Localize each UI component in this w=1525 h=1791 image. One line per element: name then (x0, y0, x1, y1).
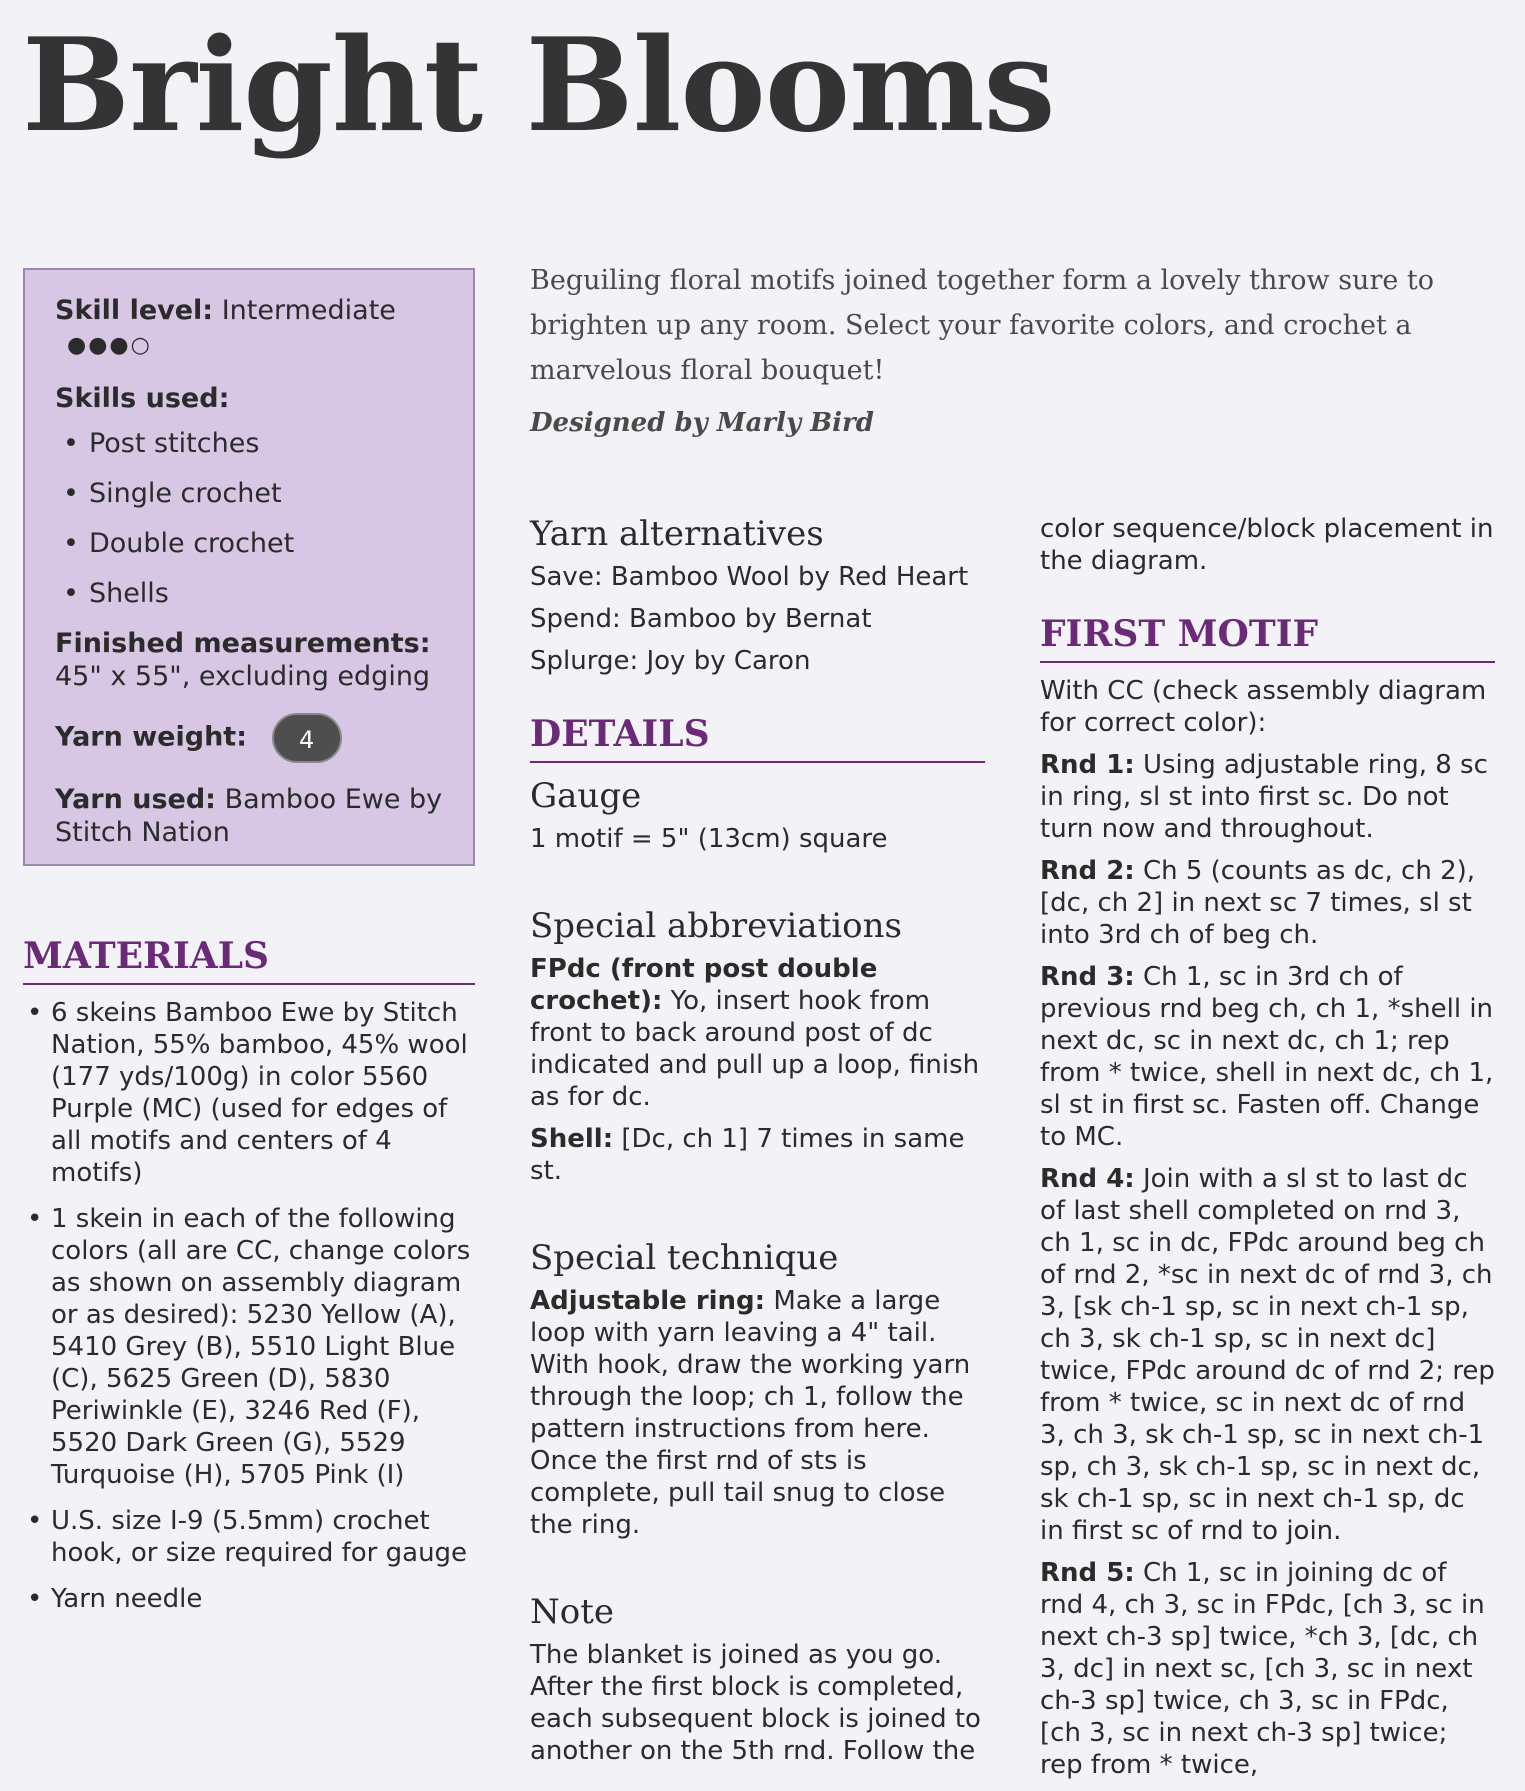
round-text: Using adjustable ring, 8 sc in ring, sl st into first sc. Do not turn now and throughout. (1040, 750, 1488, 844)
finished-measurements (55, 627, 447, 693)
yarn-used-label: Yarn used: (55, 784, 216, 815)
skill-level-dots: ●●●○ (67, 333, 152, 358)
yarn-alt-splurge: Splurge: Joy by Caron (530, 646, 811, 676)
intro-text: Beguiling floral motifs joined together form a lovely throw sure to brighten up any room. Select your favorite colors, and crochet a marvelous floral bouquet! (530, 265, 1435, 386)
round-text: Ch 5 (counts as dc, ch 2), [dc, ch 2] in next sc 7 times, sl st into 3rd ch of beg ch. (1040, 856, 1476, 950)
first-motif-heading: FIRST MOTIF (1040, 613, 1495, 663)
materials-item: • Yarn needle (23, 1583, 475, 1615)
fpdc-label: FPdc (front post double crochet): (530, 954, 878, 1016)
skill-level-row (55, 294, 447, 362)
yarn-alt-save: Save: Bamboo Wool by Red Heart (530, 562, 969, 592)
gauge-heading: Gauge (530, 776, 642, 816)
skill-level-value: Intermediate (221, 295, 396, 326)
skill-level-label: Skill level: (55, 295, 214, 326)
skills-used-label: Skills used: (55, 383, 230, 414)
skill-item: • Shells (55, 577, 447, 610)
finished-value: 45" x 55", excluding edging (55, 661, 431, 692)
shell-label: Shell: (530, 1124, 614, 1154)
first-motif-column (1040, 513, 1495, 1791)
fpdc-text: Yo, insert hook from front to back around post of dc indicated and pull up a loop, finish as for dc. (530, 986, 980, 1112)
round-text: Ch 1, sc in 3rd ch of previous rnd beg ch, ch 1, *shell in next dc, sc in next dc, ch 1; rep from * twice, shell in next dc, ch 1, sl st in first sc. Fasten off. Change to MC. (1040, 962, 1494, 1152)
yarn-alt-spend: Spend: Bamboo by Bernat (530, 604, 872, 634)
skill-item: • Post stitches (55, 427, 447, 460)
materials-item: • 6 skeins Bamboo Ewe by Stitch Nation, 55% bamboo, 45% wool (177 yds/100g) in color 5560 Purple (MC) (used for edges of all motifs and centers of 4 motifs) (23, 997, 475, 1189)
materials-item: • 1 skein in each of the following colors (all are CC, change colors as shown on assembly diagram or as desired): 5230 Yellow (A), 5410 Grey (B), 5510 Light Blue (C), 5625 Green (D), 5830 Periwinkle (E), 3246 Red (F), 5520 Dark Green (G), 5529 Turquoise (H), 5705 Pink (I) (23, 1203, 475, 1491)
round-label: Rnd 3: (1040, 962, 1135, 992)
materials-section (23, 935, 475, 1629)
yarn-weight-label: Yarn weight: (55, 721, 247, 753)
shell-abbreviation (530, 1123, 985, 1187)
round-label: Rnd 5: (1040, 1558, 1135, 1588)
skills-used-row (55, 382, 447, 415)
yarn-used-row (55, 783, 447, 849)
round-instruction (1040, 1163, 1495, 1547)
materials-item: • U.S. size I-9 (5.5mm) crochet hook, or size required for gauge (23, 1505, 475, 1569)
materials-heading: MATERIALS (23, 935, 475, 985)
round-label: Rnd 1: (1040, 750, 1135, 780)
adjustable-ring (530, 1285, 985, 1541)
intro-section (530, 258, 1470, 439)
shell-text: [Dc, ch 1] 7 times in same st. (530, 1124, 965, 1186)
note-heading: Note (530, 1592, 615, 1632)
round-text: Join with a sl st to last dc of last shell completed on rnd 3, ch 1, sc in dc, FPdc around beg ch of rnd 2, *sc in next dc of rnd 3, ch 3, [sk ch-1 sp, sc in next ch-1 sp, ch 3, sk ch-1 sp, sc in next dc] twice, FPdc around dc of rnd 2; rep from * twice, sc in next dc of rnd 3, ch 3, sk ch-1 sp, sc in next ch-1 sp, ch 3, sk ch-1 sp, sc in next dc, sk ch-1 sp, sc in next ch-1 sp, dc in first sc of rnd to join. (1040, 1164, 1495, 1546)
skill-item: • Double crochet (55, 527, 447, 560)
note-text: The blanket is joined as you go. After the first block is completed, each subsequent block is joined to another on the 5th rnd. Follow the (530, 1640, 981, 1766)
round-instruction (1040, 855, 1495, 951)
designer-credit: Designed by Marly Bird (530, 408, 874, 438)
ring-label: Adjustable ring: (530, 1286, 766, 1316)
details-column (530, 513, 985, 1777)
round-label: Rnd 2: (1040, 856, 1135, 886)
details-heading: DETAILS (530, 713, 985, 763)
round-instruction (1040, 1557, 1495, 1781)
page-title: Bright Blooms (22, 11, 1055, 161)
round-instruction (1040, 749, 1495, 845)
yarn-alternatives-heading: Yarn alternatives (530, 514, 824, 554)
round-instruction (1040, 961, 1495, 1153)
yarn-weight-icon: 4 (272, 713, 342, 763)
gauge-text: 1 motif = 5" (13cm) square (530, 824, 888, 854)
yarn-used-value: Bamboo Ewe by Stitch Nation (55, 784, 443, 848)
technique-heading: Special technique (530, 1238, 839, 1278)
continuation-text: color sequence/block placement in the diagram. (1040, 514, 1494, 576)
finished-label: Finished measurements: (55, 628, 431, 659)
yarn-weight-row (55, 713, 447, 763)
round-text: Ch 1, sc in joining dc of rnd 4, ch 3, sc in FPdc, [ch 3, sc in next ch-3 sp] twice, *ch 3, [dc, ch 3, dc] in next sc, [ch 3, sc in next ch-3 sp] twice, ch 3, sc in FPdc, [ch 3, sc in next ch-3 sp] twice; rep from * twice, (1040, 1558, 1485, 1780)
abbreviations-heading: Special abbreviations (530, 906, 902, 946)
round-label: Rnd 4: (1040, 1164, 1135, 1194)
ring-text: Make a large loop with yarn leaving a 4" tail. With hook, draw the working yarn through the loop; ch 1, follow the pattern instructions from here. Once the first rnd of sts is complete, pull tail snug to close the ring. (530, 1286, 971, 1540)
skill-item: • Single crochet (55, 477, 447, 510)
with-cc-text: With CC (check assembly diagram for correct color): (1040, 676, 1487, 738)
skill-box (23, 268, 475, 866)
fpdc-abbreviation (530, 953, 985, 1113)
